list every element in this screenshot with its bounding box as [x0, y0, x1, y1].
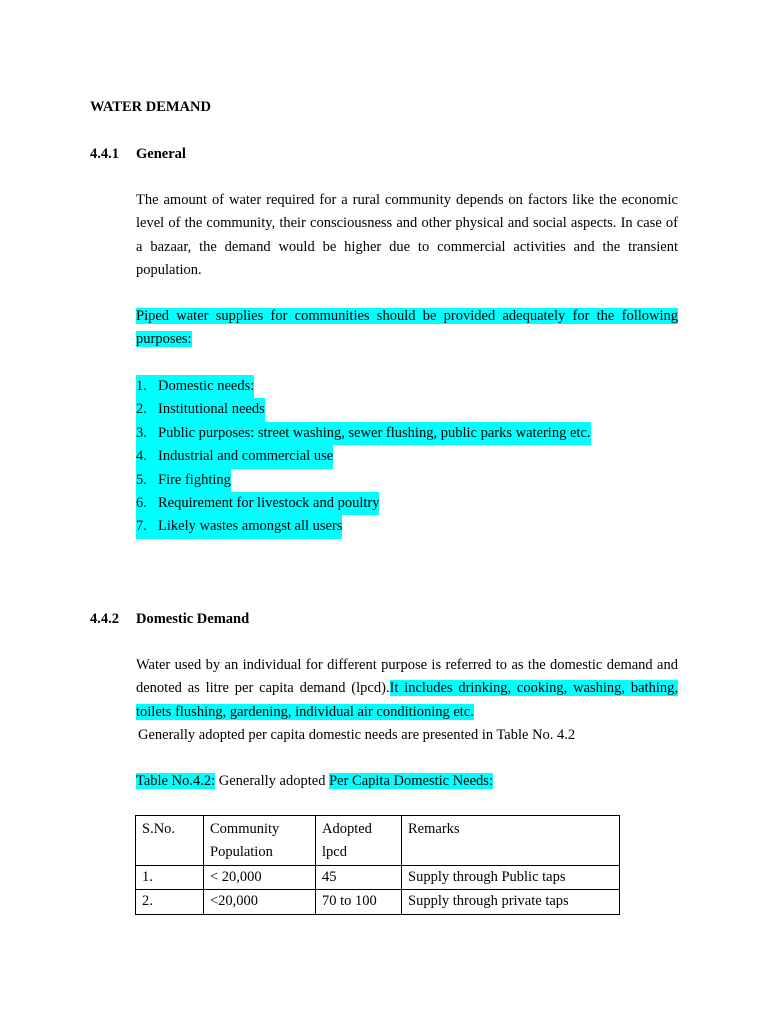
header-cell-sno: S.No. — [136, 816, 204, 866]
purposes-list — [136, 375, 591, 539]
table-cell: 2. — [136, 890, 204, 914]
table-caption — [136, 770, 678, 793]
purposes-intro-paragraph — [136, 305, 678, 352]
caption-plain: Generally adopted — [215, 773, 330, 789]
table-cell: < 20,000 — [204, 865, 316, 889]
list-item: 7. Likely wastes amongst all users — [136, 515, 591, 538]
table-cell: 1. — [136, 865, 204, 889]
table-row — [136, 865, 620, 889]
caption-label: Table No.4.2: — [136, 773, 216, 789]
highlighted-text: It includes drinking, cooking, washing, bathing, toilets flushing, gardening, individual air conditioning etc. — [136, 680, 678, 720]
list-item: 4. Industrial and commercial use — [136, 445, 591, 468]
plain-text: Water used by an individual for different purpose is referred to as the domestic demand and denoted as litre per capita demand (lpcd). — [136, 657, 678, 697]
list-item: 1. Domestic needs: — [136, 375, 591, 398]
domestic-demand-paragraph — [136, 654, 678, 724]
section-number: 4.4.2 — [90, 611, 119, 627]
header-cell-population: Community Population — [204, 816, 316, 866]
highlighted-text: Piped water supplies for communities should be provided adequately for the following purposes: — [136, 308, 678, 348]
table-cell: 45 — [316, 865, 402, 889]
table-row — [136, 890, 620, 914]
document-title: WATER DEMAND — [90, 99, 211, 115]
table-cell: 70 to 100 — [316, 890, 402, 914]
table-cell: <20,000 — [204, 890, 316, 914]
list-item: 3. Public purposes: street washing, sewer flushing, public parks watering etc. — [136, 422, 591, 445]
per-capita-needs-table — [135, 815, 620, 915]
general-paragraph: The amount of water required for a rural community depends on factors like the economic level of the community, their consciousness and other physical and social aspects. In case of a bazaar, the demand would be higher due to commercial activities and the transient population. — [136, 192, 678, 279]
list-item: 2. Institutional needs — [136, 398, 591, 421]
table-cell: Supply through Public taps — [402, 865, 620, 889]
section-heading-domestic-demand — [90, 608, 249, 631]
section-title: General — [136, 146, 186, 162]
list-item: 6. Requirement for livestock and poultry — [136, 492, 591, 515]
table-reference-line: Generally adopted per capita domestic needs are presented in Table No. 4.2 — [138, 727, 576, 743]
section-title: Domestic Demand — [136, 611, 250, 627]
header-cell-remarks: Remarks — [402, 816, 620, 866]
section-heading-general — [90, 143, 186, 166]
table-cell: Supply through private taps — [402, 890, 620, 914]
caption-title: Per Capita Domestic Needs: — [329, 773, 493, 789]
section-number: 4.4.1 — [90, 146, 119, 162]
list-item: 5. Fire fighting — [136, 469, 591, 492]
header-cell-lpcd: Adopted lpcd — [316, 816, 402, 866]
table-header-row — [136, 816, 620, 866]
